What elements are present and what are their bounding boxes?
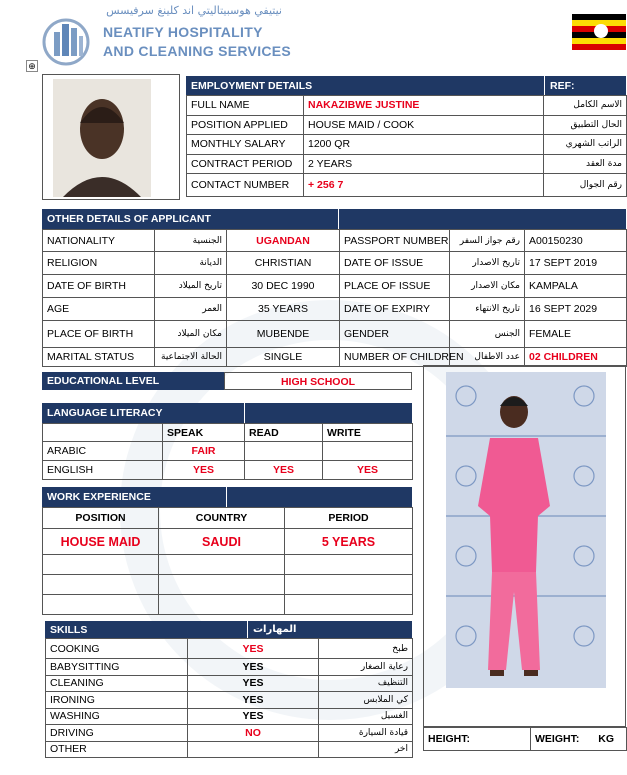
skills-table — [45, 638, 413, 758]
detail-label-arabic: الديانة — [155, 252, 227, 275]
detail-value: 35 YEARS — [227, 298, 340, 321]
work-period — [285, 595, 413, 615]
other-details-row — [43, 275, 627, 298]
work-period — [285, 555, 413, 575]
work-experience-header-right — [227, 487, 412, 507]
employment-field-arabic: مدة العقد — [544, 154, 627, 174]
employment-row — [187, 96, 627, 116]
skill-row — [46, 659, 413, 676]
language-read — [245, 442, 323, 461]
detail-value: SINGLE — [227, 348, 340, 367]
employment-row — [187, 154, 627, 174]
education-value: HIGH SCHOOL — [224, 372, 412, 390]
language-name: ENGLISH — [43, 461, 163, 480]
other-details-table — [42, 229, 627, 367]
work-period — [285, 575, 413, 595]
skills-header-arabic: المهارات — [248, 621, 412, 638]
table-move-handle-icon[interactable]: ⊕ — [26, 60, 38, 72]
detail-label-arabic: تاريخ الاصدار — [450, 252, 525, 275]
skill-row — [46, 639, 413, 659]
work-column-header: POSITION — [43, 508, 159, 529]
work-position — [43, 555, 159, 575]
language-row — [43, 461, 413, 480]
skill-arabic: كي الملابس — [319, 692, 413, 709]
employment-field-value: NAKAZIBWE JUSTINE — [304, 96, 544, 116]
skill-row — [46, 741, 413, 758]
height-label: HEIGHT: — [424, 728, 531, 751]
other-details-row — [43, 230, 627, 252]
work-country — [159, 555, 285, 575]
detail-label: PASSPORT NUMBER — [340, 230, 450, 252]
skill-arabic: طبخ — [319, 639, 413, 659]
skill-arabic: الغسيل — [319, 708, 413, 725]
skill-label: CLEANING — [46, 675, 188, 692]
weight-unit: KG — [598, 733, 614, 745]
detail-value: UGANDAN — [227, 230, 340, 252]
detail-label-arabic: الجنسية — [155, 230, 227, 252]
work-country: SAUDI — [159, 529, 285, 555]
detail-label: NUMBER OF CHILDREN — [340, 348, 450, 367]
work-row — [43, 575, 413, 595]
work-period: 5 YEARS — [285, 529, 413, 555]
language-speak: YES — [163, 461, 245, 480]
skill-value: YES — [188, 708, 319, 725]
skill-arabic: قيادة السيارة — [319, 725, 413, 742]
other-details-header: OTHER DETAILS OF APPLICANT — [42, 209, 338, 229]
employment-field-arabic: الاسم الكامل — [544, 96, 627, 116]
detail-label-arabic: العمر — [155, 298, 227, 321]
detail-label: DATE OF ISSUE — [340, 252, 450, 275]
skill-row — [46, 708, 413, 725]
language-table — [42, 423, 413, 480]
language-row — [43, 442, 413, 461]
language-column-header: SPEAK — [163, 424, 245, 442]
work-experience-header: WORK EXPERIENCE — [42, 487, 226, 507]
skill-value: YES — [188, 659, 319, 676]
detail-label: AGE — [43, 298, 155, 321]
company-name-line2: AND CLEANING SERVICES — [103, 43, 292, 59]
work-row — [43, 595, 413, 615]
language-write — [323, 442, 413, 461]
skill-label: WASHING — [46, 708, 188, 725]
detail-label: RELIGION — [43, 252, 155, 275]
language-column-header: READ — [245, 424, 323, 442]
employment-field-label: FULL NAME — [187, 96, 304, 116]
skill-arabic: اخر — [319, 741, 413, 758]
skill-value — [188, 741, 319, 758]
language-columns-row — [43, 424, 413, 442]
detail-value: MUBENDE — [227, 321, 340, 348]
detail-value: 17 SEPT 2019 — [525, 252, 627, 275]
detail-label-arabic: الجنس — [450, 321, 525, 348]
ref-label: REF: — [545, 76, 626, 95]
employment-row — [187, 135, 627, 155]
employment-field-label: POSITION APPLIED — [187, 115, 304, 135]
employment-row — [187, 115, 627, 135]
skill-arabic: التنظيف — [319, 675, 413, 692]
skill-label: BABYSITTING — [46, 659, 188, 676]
work-position: HOUSE MAID — [43, 529, 159, 555]
employment-field-arabic: رقم الجوال — [544, 174, 627, 197]
skill-label: DRIVING — [46, 725, 188, 742]
detail-label-arabic: مكان الميلاد — [155, 321, 227, 348]
employment-field-value: 1200 QR — [304, 135, 544, 155]
other-details-row — [43, 321, 627, 348]
language-speak: FAIR — [163, 442, 245, 461]
detail-label: NATIONALITY — [43, 230, 155, 252]
language-write: YES — [323, 461, 413, 480]
detail-value: 30 DEC 1990 — [227, 275, 340, 298]
employment-field-value: 2 YEARS — [304, 154, 544, 174]
detail-label: PLACE OF ISSUE — [340, 275, 450, 298]
other-details-row — [43, 298, 627, 321]
detail-label: DATE OF EXPIRY — [340, 298, 450, 321]
skill-value: NO — [188, 725, 319, 742]
skill-label: COOKING — [46, 639, 188, 659]
skill-label: OTHER — [46, 741, 188, 758]
detail-label: MARITAL STATUS — [43, 348, 155, 367]
language-header-right — [245, 403, 412, 423]
full-body-photo-frame — [423, 365, 626, 727]
skill-value: YES — [188, 639, 319, 659]
work-position — [43, 595, 159, 615]
employment-row — [187, 174, 627, 197]
employment-field-label: CONTACT NUMBER — [187, 174, 304, 197]
weight-label: WEIGHT: — [535, 733, 580, 745]
language-column-header: WRITE — [323, 424, 413, 442]
detail-label-arabic: مكان الاصدار — [450, 275, 525, 298]
language-read: YES — [245, 461, 323, 480]
skill-label: IRONING — [46, 692, 188, 709]
work-column-header: PERIOD — [285, 508, 413, 529]
detail-label: PLACE OF BIRTH — [43, 321, 155, 348]
uganda-flag-icon — [572, 14, 626, 50]
work-row — [43, 555, 413, 575]
employment-field-value: + 256 7 — [304, 174, 544, 197]
detail-value: 02 CHILDREN — [525, 348, 627, 367]
employment-field-label: MONTHLY SALARY — [187, 135, 304, 155]
detail-label: DATE OF BIRTH — [43, 275, 155, 298]
passport-photo-frame — [42, 74, 180, 200]
detail-label-arabic: الحالة الاجتماعية — [155, 348, 227, 367]
detail-value: CHRISTIAN — [227, 252, 340, 275]
work-row — [43, 529, 413, 555]
work-column-header: COUNTRY — [159, 508, 285, 529]
employment-table — [186, 95, 627, 197]
detail-value: A00150230 — [525, 230, 627, 252]
employment-details-header: EMPLOYMENT DETAILS — [186, 76, 544, 95]
skill-arabic: رعاية الصغار — [319, 659, 413, 676]
employment-field-arabic: الراتب الشهري — [544, 135, 627, 155]
company-name-arabic: نيتيفي هوسبيتاليتي اند كلينغ سرفيسس — [106, 4, 282, 17]
passport-photo — [43, 75, 179, 199]
language-header: LANGUAGE LITERACY — [42, 403, 244, 423]
other-details-row — [43, 348, 627, 367]
language-name: ARABIC — [43, 442, 163, 461]
detail-value: FEMALE — [525, 321, 627, 348]
detail-label-arabic: تاريخ الانتهاء — [450, 298, 525, 321]
detail-value: KAMPALA — [525, 275, 627, 298]
measurements-table — [423, 727, 627, 751]
detail-label-arabic: عدد الاطفال — [450, 348, 525, 367]
skill-value: YES — [188, 675, 319, 692]
detail-value: 16 SEPT 2029 — [525, 298, 627, 321]
work-country — [159, 595, 285, 615]
full-body-photo — [424, 366, 627, 728]
other-details-header-right — [339, 209, 626, 229]
work-columns-row — [43, 508, 413, 529]
company-logo — [42, 14, 90, 66]
employment-field-value: HOUSE MAID / COOK — [304, 115, 544, 135]
detail-label: GENDER — [340, 321, 450, 348]
work-country — [159, 575, 285, 595]
skills-header: SKILLS — [45, 621, 247, 638]
language-column-blank — [43, 424, 163, 442]
education-label: EDUCATIONAL LEVEL — [42, 372, 224, 390]
detail-label-arabic: رقم جواز السفر — [450, 230, 525, 252]
employment-field-label: CONTRACT PERIOD — [187, 154, 304, 174]
skill-value: YES — [188, 692, 319, 709]
skill-row — [46, 692, 413, 709]
work-experience-table — [42, 507, 413, 615]
work-position — [43, 575, 159, 595]
skill-row — [46, 675, 413, 692]
company-name-line1: NEATIFY HOSPITALITY — [103, 24, 263, 40]
other-details-row — [43, 252, 627, 275]
detail-label-arabic: تاريخ الميلاد — [155, 275, 227, 298]
skill-row — [46, 725, 413, 742]
employment-field-arabic: الحال التطبيق — [544, 115, 627, 135]
